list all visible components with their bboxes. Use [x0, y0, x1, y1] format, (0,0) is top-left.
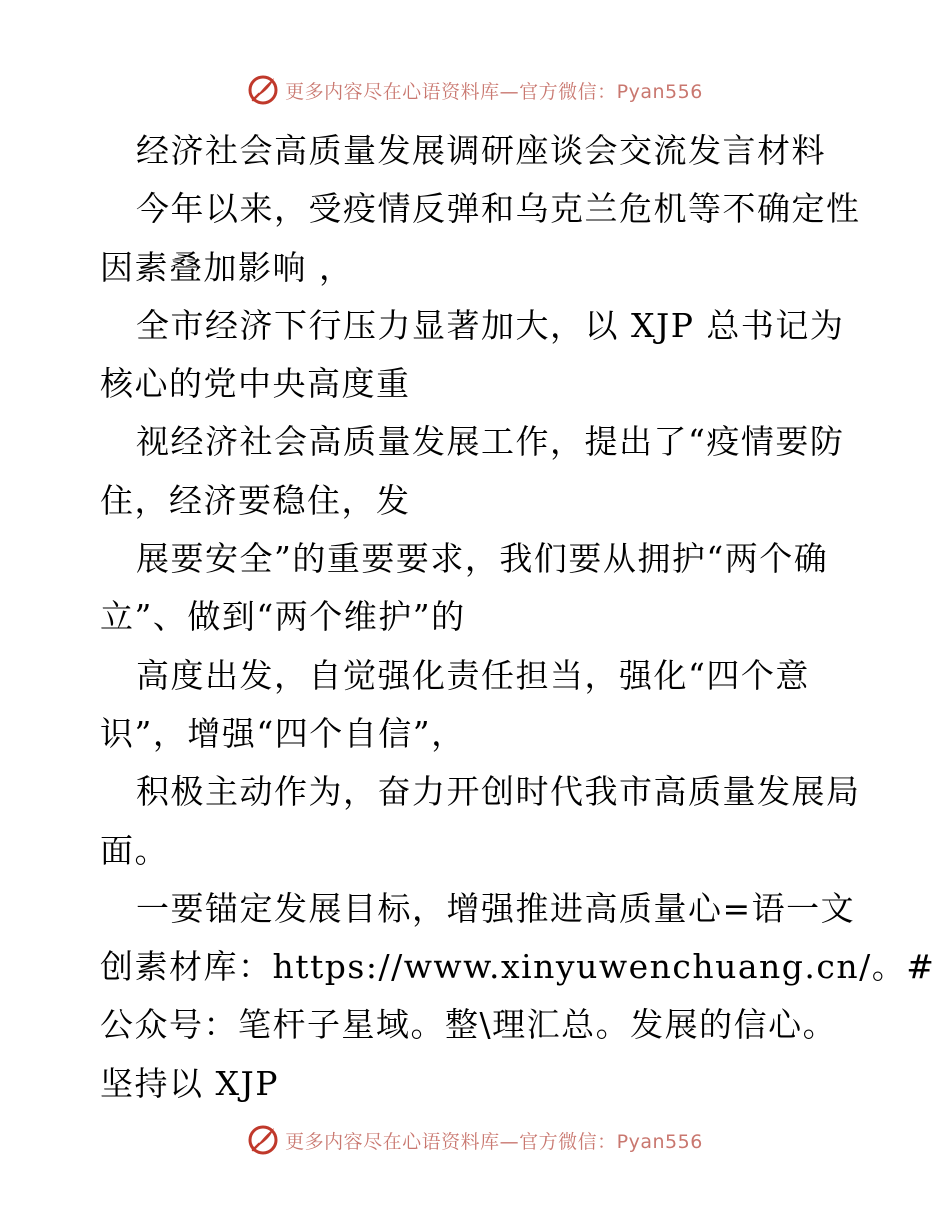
text-line: 面。 [100, 830, 169, 870]
text-line: 积极主动作为，奋力开创时代我市高质量发展局 [136, 772, 861, 812]
feather-pen-seal-icon [247, 74, 279, 106]
text-line: 识”，增强“四个自信”， [100, 713, 466, 753]
feather-pen-seal-icon [247, 1124, 279, 1156]
text-line: 因素叠加影响 ， [100, 247, 354, 287]
text-line: 立”、做到“两个维护”的 [100, 597, 466, 637]
text-line: 视经济社会高质量发展工作，提出了“疫情要防 [136, 422, 845, 462]
text-line: 公众号：笔杆子星域。整\理汇总。发展的信心。 [100, 1005, 838, 1045]
text-line: 坚持以 XJP [100, 1063, 279, 1103]
text-line: 一要锚定发展目标，增强推进高质量心=语一文 [136, 888, 856, 928]
footer-banner [0, 1120, 950, 1160]
text-line: 展要安全”的重要要求，我们要从拥护“两个确 [136, 539, 829, 579]
text-line: 全市经济下行压力显著加大，以 XJP 总书记为 [136, 305, 845, 345]
document-body [100, 122, 936, 1113]
text-line: 住，经济要稳住，发 [100, 480, 411, 520]
text-line: 创素材库：https://www.xinyuwenchuang.cn/。# [100, 947, 936, 987]
header-banner [0, 70, 950, 110]
footer-banner-text: 更多内容尽在心语资料库—官方微信：Pyan556 [285, 1130, 703, 1153]
header-banner-text: 更多内容尽在心语资料库—官方微信：Pyan556 [285, 80, 703, 103]
document-title: 经济社会高质量发展调研座谈会交流发言材料 [136, 131, 826, 170]
text-line: 今年以来，受疫情反弹和乌克兰危机等不确定性 [136, 189, 861, 229]
text-line: 高度出发，自觉强化责任担当，强化“四个意 [136, 655, 810, 695]
text-line: 核心的党中央高度重 [100, 364, 411, 404]
